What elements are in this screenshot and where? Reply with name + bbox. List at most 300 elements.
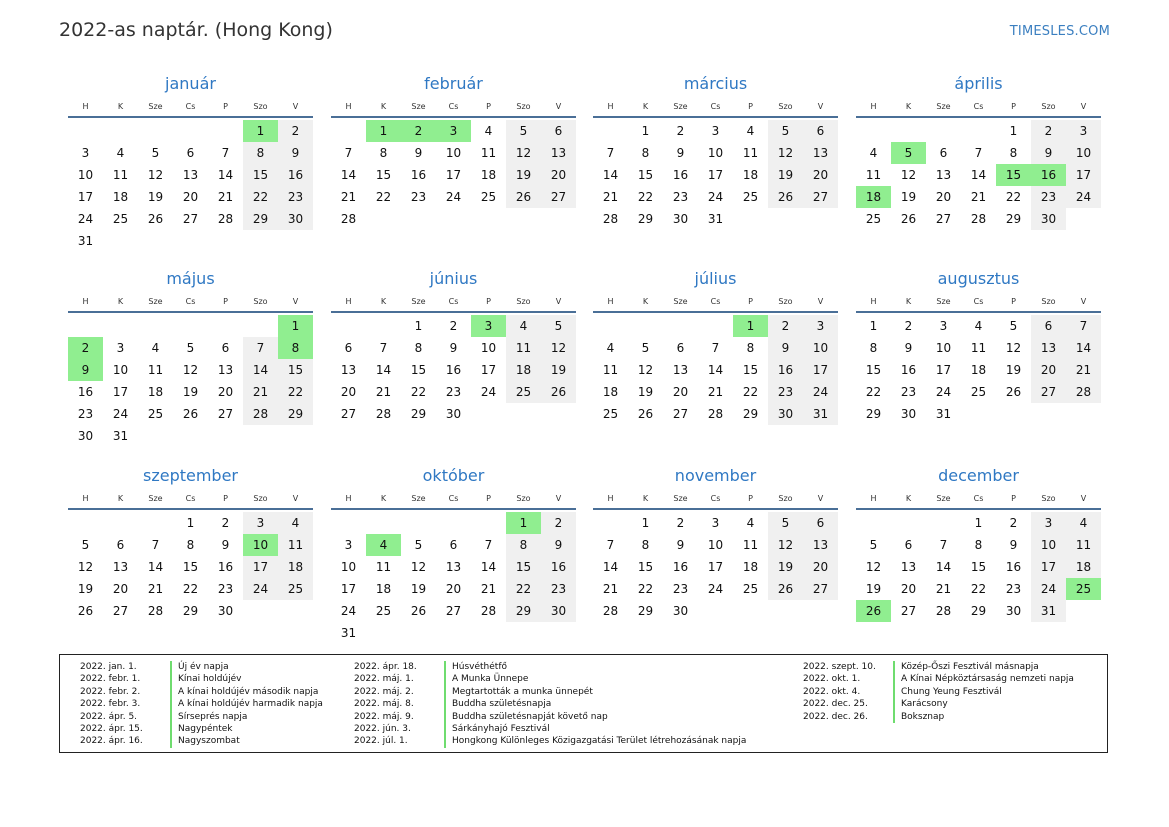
day-cell: 21 — [935, 582, 952, 596]
day-cell: 22 — [375, 190, 392, 204]
empty-cell — [856, 120, 891, 142]
day-cell: 11 — [375, 560, 392, 574]
legend-row — [793, 686, 1074, 698]
month-name: április — [954, 74, 1003, 93]
day-cell: 19 — [147, 190, 164, 204]
day-cell: 14 — [340, 168, 357, 182]
month-name: február — [424, 74, 483, 93]
weekday-label: Szo — [1041, 101, 1056, 111]
day-cell: 8 — [746, 341, 755, 355]
month-name: november — [674, 466, 757, 485]
day-cell: 14 — [935, 560, 952, 574]
day-cell: 2 — [768, 315, 803, 337]
legend-column — [344, 661, 746, 748]
day-cell: 5 — [186, 341, 195, 355]
holiday-day-cell: 25 — [1066, 578, 1101, 600]
day-cell: 22 — [410, 385, 427, 399]
day-cell: 31 — [707, 212, 724, 226]
month-name: szeptember — [142, 466, 238, 485]
day-cell: 9 — [278, 142, 313, 164]
day-cell: 18 — [742, 168, 759, 182]
day-cell: 3 — [1031, 512, 1066, 534]
weekday-label: P — [1011, 296, 1016, 306]
legend-row — [344, 673, 746, 685]
empty-cell — [68, 120, 103, 142]
day-cell: 23 — [1031, 186, 1066, 208]
day-cell: 3 — [711, 124, 720, 138]
day-cell: 6 — [221, 341, 230, 355]
day-cell: 9 — [221, 538, 230, 552]
day-cell: 12 — [506, 142, 541, 164]
weekday-label: V — [555, 296, 562, 306]
day-cell: 1 — [641, 124, 650, 138]
day-cell: 8 — [506, 534, 541, 556]
day-cell: 29 — [865, 407, 882, 421]
weekday-label: Sze — [673, 101, 688, 111]
empty-cell — [173, 315, 208, 337]
day-cell: 9 — [449, 341, 458, 355]
day-cell: 22 — [1005, 190, 1022, 204]
day-cell: 13 — [900, 560, 917, 574]
day-grid — [856, 512, 1101, 622]
day-cell: 12 — [768, 534, 803, 556]
day-cell: 6 — [939, 146, 948, 160]
legend-row — [344, 686, 746, 698]
day-cell: 18 — [970, 363, 987, 377]
day-cell: 13 — [803, 142, 838, 164]
weekday-label: P — [486, 296, 491, 306]
weekday-header — [856, 96, 1101, 118]
day-cell: 27 — [900, 604, 917, 618]
day-cell: 19 — [410, 582, 427, 596]
weekday-label: Cs — [448, 493, 459, 503]
day-cell: 24 — [707, 190, 724, 204]
day-cell: 20 — [935, 190, 952, 204]
month-2 — [593, 73, 838, 230]
day-cell: 15 — [506, 556, 541, 578]
day-cell: 25 — [112, 212, 129, 226]
day-cell: 7 — [711, 341, 720, 355]
weekday-label: V — [555, 101, 562, 111]
weekday-label: Szo — [516, 296, 531, 306]
day-cell: 10 — [707, 146, 724, 160]
holiday-day-cell: 10 — [243, 534, 278, 556]
day-grid — [593, 315, 838, 425]
day-cell: 19 — [865, 582, 882, 596]
day-cell: 20 — [803, 556, 838, 578]
holiday-date: 2022. febr. 1. — [80, 674, 141, 685]
day-cell: 2 — [278, 120, 313, 142]
day-cell: 11 — [506, 337, 541, 359]
day-cell: 5 — [506, 120, 541, 142]
holiday-marker — [170, 661, 172, 673]
day-cell: 24 — [243, 578, 278, 600]
day-cell: 14 — [602, 560, 619, 574]
weekday-label: Szo — [1041, 296, 1056, 306]
day-cell: 7 — [606, 538, 615, 552]
day-cell: 17 — [112, 385, 129, 399]
day-cell: 20 — [445, 582, 462, 596]
day-cell: 18 — [278, 556, 313, 578]
day-cell: 25 — [147, 407, 164, 421]
day-cell: 20 — [672, 385, 689, 399]
day-cell: 24 — [77, 212, 94, 226]
day-cell: 27 — [672, 407, 689, 421]
holiday-legend — [59, 654, 1108, 753]
day-cell: 28 — [147, 604, 164, 618]
day-cell: 27 — [112, 604, 129, 618]
weekday-label: Szo — [516, 101, 531, 111]
day-cell: 5 — [151, 146, 160, 160]
weekday-label: P — [486, 493, 491, 503]
day-cell: 29 — [637, 604, 654, 618]
holiday-marker — [170, 723, 172, 735]
site-link[interactable]: TIMESLES.COM — [1009, 24, 1110, 39]
day-cell: 22 — [637, 582, 654, 596]
day-cell: 7 — [379, 341, 388, 355]
day-cell: 19 — [77, 582, 94, 596]
day-cell: 23 — [217, 582, 234, 596]
empty-cell — [138, 120, 173, 142]
day-cell: 9 — [676, 146, 685, 160]
month-3 — [856, 73, 1101, 230]
day-cell: 20 — [803, 164, 838, 186]
day-cell: 4 — [116, 146, 125, 160]
day-cell: 29 — [243, 208, 278, 230]
day-cell: 29 — [278, 403, 313, 425]
day-cell: 2 — [1009, 516, 1018, 530]
day-cell: 16 — [217, 560, 234, 574]
holiday-name: Sírseprés napja — [178, 711, 248, 722]
day-cell: 4 — [606, 341, 615, 355]
day-cell: 10 — [480, 341, 497, 355]
empty-cell — [926, 120, 961, 142]
day-cell: 2 — [904, 319, 913, 333]
weekday-label: P — [748, 296, 753, 306]
day-cell: 8 — [641, 146, 650, 160]
day-cell: 25 — [742, 582, 759, 596]
weekday-label: P — [486, 101, 491, 111]
holiday-day-cell: 2 — [401, 120, 436, 142]
day-cell: 6 — [344, 341, 353, 355]
holiday-date: 2022. febr. 3. — [80, 699, 141, 710]
empty-cell — [628, 315, 663, 337]
weekday-label: K — [905, 493, 912, 503]
day-cell: 3 — [939, 319, 948, 333]
day-cell: 28 — [480, 604, 497, 618]
holiday-marker — [170, 735, 172, 747]
day-cell: 21 — [340, 190, 357, 204]
weekday-label: P — [1011, 101, 1016, 111]
day-cell: 1 — [974, 516, 983, 530]
day-cell: 4 — [151, 341, 160, 355]
weekday-label: K — [117, 296, 124, 306]
holiday-marker — [893, 711, 895, 723]
holiday-date: 2022. dec. 25. — [803, 699, 868, 710]
day-cell: 9 — [904, 341, 913, 355]
legend-row — [344, 698, 746, 710]
day-cell: 3 — [116, 341, 125, 355]
empty-cell — [961, 120, 996, 142]
empty-cell — [173, 120, 208, 142]
day-cell: 30 — [672, 212, 689, 226]
day-cell: 19 — [506, 164, 541, 186]
day-cell: 25 — [602, 407, 619, 421]
weekday-label: V — [1080, 493, 1087, 503]
legend-row — [70, 698, 323, 710]
day-cell: 14 — [602, 168, 619, 182]
day-cell: 22 — [243, 186, 278, 208]
day-cell: 6 — [803, 512, 838, 534]
day-cell: 7 — [974, 146, 983, 160]
weekday-label: Cs — [185, 296, 196, 306]
holiday-name: A Munka Ünnepe — [452, 674, 529, 685]
day-cell: 29 — [1005, 212, 1022, 226]
weekday-label: P — [223, 101, 228, 111]
holiday-day-cell: 5 — [891, 142, 926, 164]
holiday-marker — [893, 698, 895, 710]
day-cell: 20 — [541, 164, 576, 186]
day-cell: 13 — [803, 534, 838, 556]
month-10 — [593, 465, 838, 622]
day-cell: 27 — [182, 212, 199, 226]
weekday-label: V — [817, 296, 824, 306]
day-cell: 5 — [869, 538, 878, 552]
empty-cell — [856, 512, 891, 534]
day-cell: 23 — [410, 190, 427, 204]
page-title: 2022-as naptár. (Hong Kong) — [59, 19, 333, 41]
day-cell: 26 — [541, 381, 576, 403]
day-cell: 6 — [1031, 315, 1066, 337]
empty-cell — [138, 315, 173, 337]
day-cell: 19 — [900, 190, 917, 204]
day-cell: 8 — [974, 538, 983, 552]
day-cell: 4 — [278, 512, 313, 534]
empty-cell — [243, 315, 278, 337]
day-grid — [331, 120, 576, 230]
day-cell: 25 — [278, 578, 313, 600]
day-cell: 2 — [449, 319, 458, 333]
day-cell: 26 — [900, 212, 917, 226]
day-grid — [593, 512, 838, 622]
day-cell: 16 — [768, 359, 803, 381]
day-cell: 29 — [182, 604, 199, 618]
day-cell: 28 — [217, 212, 234, 226]
day-cell: 13 — [935, 168, 952, 182]
holiday-day-cell: 1 — [278, 315, 313, 337]
holiday-name: Nagyszombat — [178, 736, 240, 747]
day-cell: 27 — [803, 186, 838, 208]
empty-cell — [103, 512, 138, 534]
day-cell: 17 — [243, 556, 278, 578]
day-cell: 27 — [1031, 381, 1066, 403]
day-cell: 15 — [637, 168, 654, 182]
day-cell: 19 — [637, 385, 654, 399]
day-grid — [331, 512, 576, 644]
day-cell: 7 — [939, 538, 948, 552]
holiday-name: Nagypéntek — [178, 723, 233, 734]
day-cell: 12 — [77, 560, 94, 574]
day-cell: 3 — [1066, 120, 1101, 142]
day-cell: 20 — [1031, 359, 1066, 381]
day-cell: 17 — [707, 560, 724, 574]
day-cell: 24 — [1031, 578, 1066, 600]
day-cell: 26 — [77, 604, 94, 618]
day-cell: 8 — [414, 341, 423, 355]
day-cell: 8 — [243, 142, 278, 164]
day-cell: 15 — [637, 560, 654, 574]
day-cell: 29 — [970, 604, 987, 618]
day-cell: 28 — [970, 212, 987, 226]
day-cell: 2 — [221, 516, 230, 530]
day-cell: 3 — [243, 512, 278, 534]
day-cell: 16 — [77, 385, 94, 399]
month-name: március — [683, 74, 748, 93]
day-cell: 1 — [869, 319, 878, 333]
legend-row — [70, 673, 323, 685]
empty-cell — [593, 512, 628, 534]
empty-cell — [401, 512, 436, 534]
day-cell: 19 — [768, 164, 803, 186]
day-cell: 22 — [865, 385, 882, 399]
day-cell: 12 — [410, 560, 427, 574]
day-grid — [856, 120, 1101, 230]
day-cell: 23 — [77, 407, 94, 421]
weekday-label: Szo — [516, 493, 531, 503]
day-cell: 16 — [541, 556, 576, 578]
month-8 — [68, 465, 313, 622]
day-cell: 8 — [1009, 146, 1018, 160]
weekday-header — [331, 488, 576, 510]
holiday-day-cell: 1 — [506, 512, 541, 534]
holiday-date: 2022. ápr. 16. — [80, 736, 143, 747]
holiday-day-cell: 8 — [278, 337, 313, 359]
weekday-label: Sze — [411, 493, 426, 503]
day-cell: 20 — [217, 385, 234, 399]
legend-row — [70, 711, 323, 723]
weekday-label: Szo — [253, 296, 268, 306]
day-cell: 8 — [379, 146, 388, 160]
day-cell: 9 — [414, 146, 423, 160]
day-cell: 8 — [186, 538, 195, 552]
month-name: június — [429, 269, 478, 288]
empty-cell — [331, 120, 366, 142]
day-cell: 21 — [602, 582, 619, 596]
holiday-date: 2022. máj. 9. — [354, 711, 414, 722]
weekday-label: H — [345, 101, 352, 111]
day-cell: 28 — [935, 604, 952, 618]
holiday-name: Megtartották a munka ünnepét — [452, 686, 593, 697]
day-cell: 16 — [672, 560, 689, 574]
holiday-date: 2022. júl. 1. — [354, 736, 408, 747]
weekday-label: P — [223, 493, 228, 503]
day-cell: 20 — [182, 190, 199, 204]
day-cell: 10 — [112, 363, 129, 377]
day-cell: 17 — [445, 168, 462, 182]
month-5 — [331, 268, 576, 425]
day-cell: 31 — [77, 234, 94, 248]
day-cell: 15 — [742, 363, 759, 377]
day-cell: 18 — [742, 560, 759, 574]
day-cell: 27 — [445, 604, 462, 618]
day-cell: 26 — [506, 186, 541, 208]
day-cell: 9 — [768, 337, 803, 359]
day-cell: 10 — [1031, 534, 1066, 556]
holiday-day-cell: 9 — [68, 359, 103, 381]
day-cell: 11 — [112, 168, 129, 182]
weekday-label: V — [292, 493, 299, 503]
day-cell: 25 — [480, 190, 497, 204]
day-cell: 4 — [869, 146, 878, 160]
day-cell: 10 — [1066, 142, 1101, 164]
day-cell: 30 — [1031, 208, 1066, 230]
holiday-name: Húsvéthétfő — [452, 662, 507, 672]
weekday-label: V — [555, 493, 562, 503]
day-cell: 22 — [637, 190, 654, 204]
day-cell: 12 — [147, 168, 164, 182]
weekday-label: H — [607, 296, 614, 306]
weekday-label: Cs — [448, 101, 459, 111]
day-cell: 12 — [637, 363, 654, 377]
month-name: október — [422, 466, 485, 485]
weekday-label: K — [117, 493, 124, 503]
day-cell: 15 — [278, 359, 313, 381]
day-cell: 6 — [186, 146, 195, 160]
weekday-label: K — [905, 296, 912, 306]
legend-row — [793, 698, 1074, 710]
day-cell: 30 — [77, 429, 94, 443]
legend-row — [70, 661, 323, 673]
weekday-label: Sze — [411, 101, 426, 111]
day-cell: 14 — [970, 168, 987, 182]
weekday-label: Sze — [411, 296, 426, 306]
day-cell: 26 — [637, 407, 654, 421]
day-cell: 20 — [112, 582, 129, 596]
day-cell: 19 — [541, 359, 576, 381]
day-cell: 12 — [768, 142, 803, 164]
day-cell: 28 — [1066, 381, 1101, 403]
day-cell: 3 — [711, 516, 720, 530]
day-cell: 5 — [1009, 319, 1018, 333]
day-cell: 28 — [602, 604, 619, 618]
empty-cell — [471, 512, 506, 534]
day-cell: 7 — [221, 146, 230, 160]
holiday-marker — [893, 686, 895, 698]
legend-row — [70, 723, 323, 735]
weekday-label: K — [117, 101, 124, 111]
day-cell: 5 — [541, 315, 576, 337]
weekday-header — [593, 291, 838, 313]
day-cell: 21 — [375, 385, 392, 399]
holiday-name: Hongkong Különleges Közigazgatási Terület létrehozásának napja — [452, 736, 747, 747]
day-cell: 14 — [707, 363, 724, 377]
day-cell: 26 — [768, 578, 803, 600]
empty-cell — [68, 512, 103, 534]
holiday-date: 2022. ápr. 15. — [80, 723, 143, 734]
day-cell: 8 — [641, 538, 650, 552]
day-cell: 18 — [147, 385, 164, 399]
day-cell: 4 — [484, 124, 493, 138]
day-grid — [68, 512, 313, 622]
day-cell: 20 — [340, 385, 357, 399]
legend-row — [344, 735, 746, 747]
day-cell: 11 — [865, 168, 882, 182]
day-cell: 14 — [217, 168, 234, 182]
holiday-date: 2022. máj. 2. — [354, 686, 414, 697]
day-cell: 10 — [707, 538, 724, 552]
weekday-header — [856, 291, 1101, 313]
day-cell: 24 — [803, 381, 838, 403]
